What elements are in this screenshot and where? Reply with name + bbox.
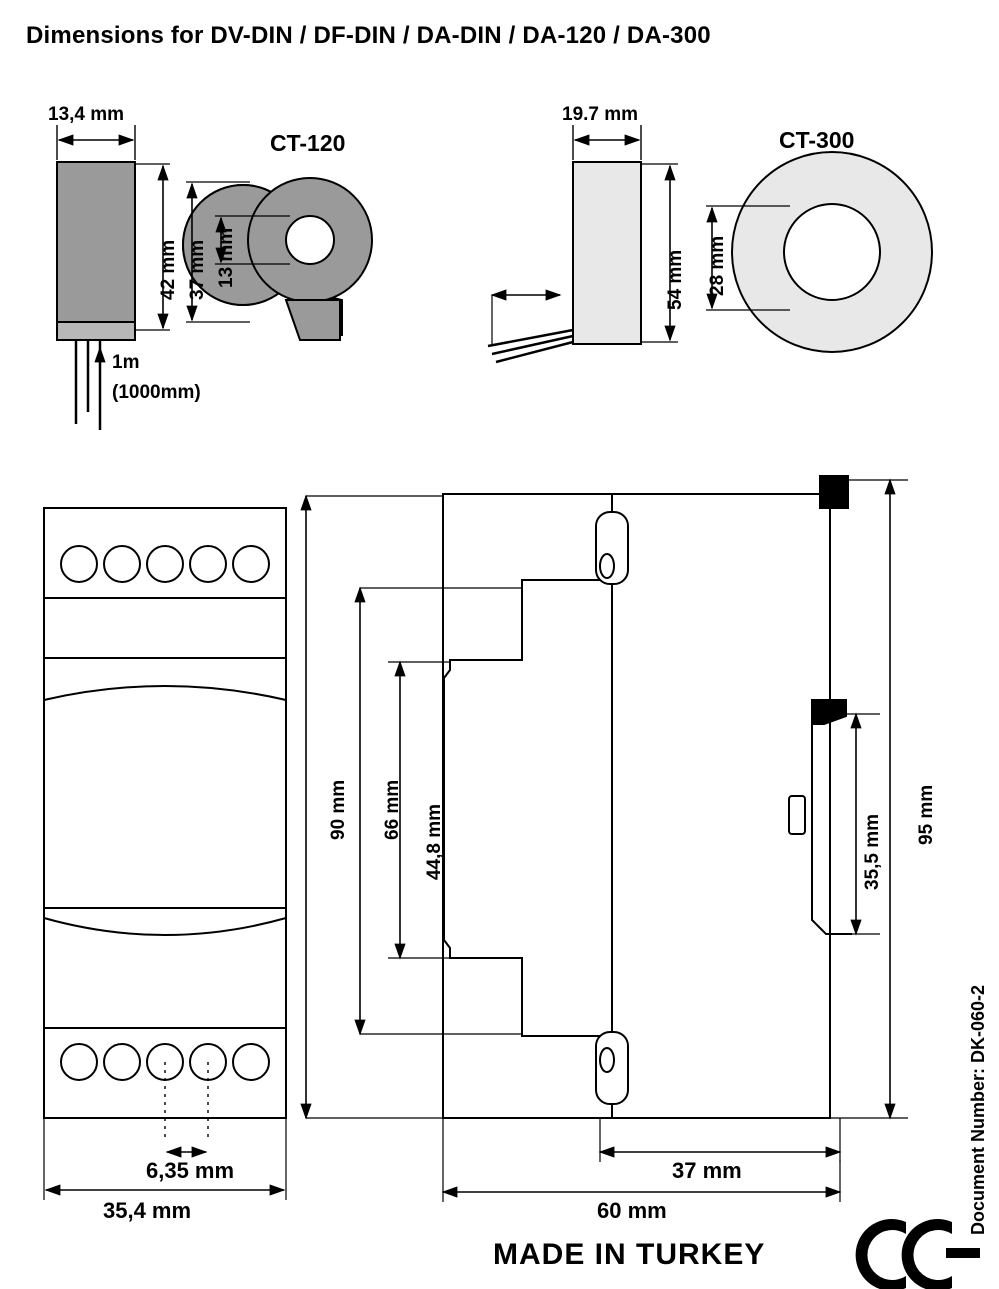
din-height-90-label: 90 mm <box>328 779 349 840</box>
din-depth-60-label: 60 mm <box>597 1198 667 1223</box>
ct120-name-label: CT-120 <box>270 130 346 156</box>
din-height-448-label: 44,8 mm <box>424 803 445 880</box>
document-number-label: Document Number: DK-060-2 <box>968 984 988 1235</box>
ct120-height-outer-label: 42 mm <box>158 239 179 300</box>
made-in-label: MADE IN TURKEY <box>493 1238 766 1271</box>
ct120-cable-length-mm-label: (1000mm) <box>112 382 201 403</box>
din-pitch-635-label: 6,35 mm <box>146 1158 235 1183</box>
ct300-name-label: CT-300 <box>779 127 855 153</box>
ct300-width-label: 19.7 mm <box>562 104 639 125</box>
ct300-bore-label: 28 mm <box>707 235 728 296</box>
ct120-height-inner-label: 37 mm <box>187 239 208 300</box>
ct120-width-label: 13,4 mm <box>48 104 125 125</box>
din-height-66-label: 66 mm <box>382 779 403 840</box>
ct300-height-label: 54 mm <box>665 249 686 310</box>
ct120-cable-length-label: 1m <box>112 352 140 373</box>
din-height-355-label: 35,5 mm <box>862 813 883 890</box>
page-title: Dimensions for DV-DIN / DF-DIN / DA-DIN / DA-120 / DA-300 <box>26 22 711 49</box>
ct120-bore-label: 13 mm <box>216 227 237 288</box>
din-width-354-label: 35,4 mm <box>103 1198 192 1223</box>
din-depth-37-label: 37 mm <box>672 1158 742 1183</box>
din-height-95-label: 95 mm <box>916 784 937 845</box>
